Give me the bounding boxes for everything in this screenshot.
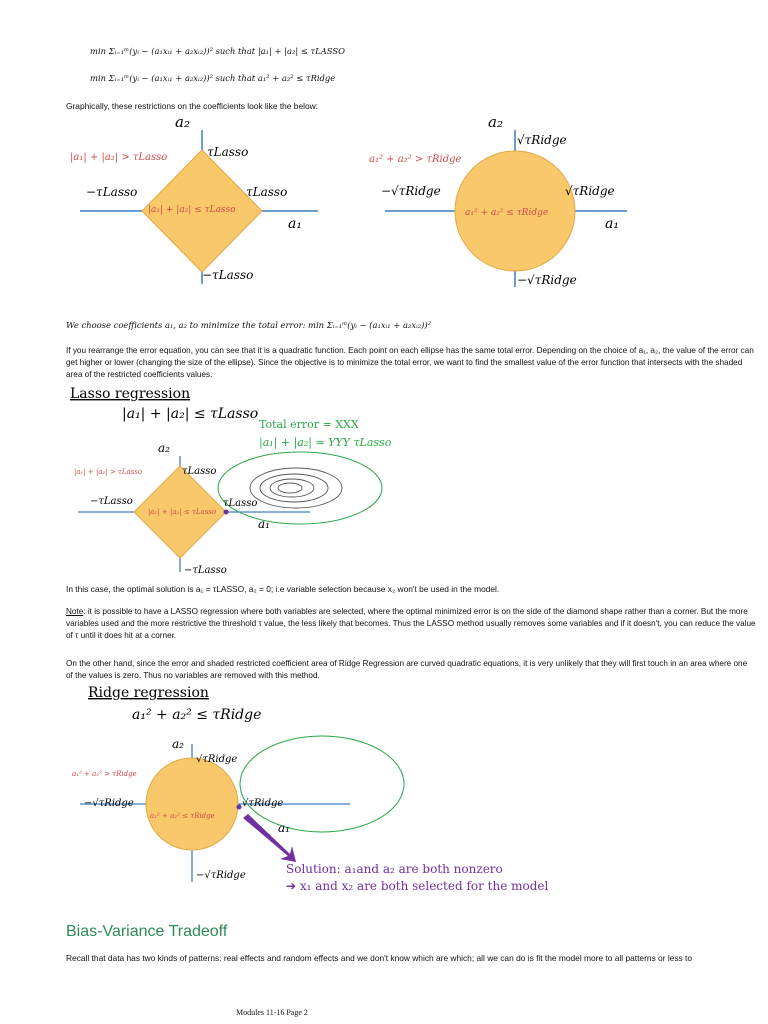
axis-a2-label: a₂ <box>172 737 184 751</box>
axis-a2-label: a₂ <box>488 113 503 131</box>
lasso-objective: min Σᵢ₌₁ᵐ(yᵢ − (a₁xᵢ₁ + a₂xᵢ₂))² such that |a₁| + |a₂| ≤ τLASSO <box>90 46 345 56</box>
tau-top-label: τLasso <box>182 466 217 477</box>
solution-line-2: ➔ x₁ and x₂ are both selected for the model <box>286 879 549 893</box>
ridge-constraint-figure <box>365 112 635 292</box>
ridge-regression-figure <box>60 684 560 904</box>
tau-bottom-label: −√τRidge <box>196 870 246 881</box>
tau-left-label: −√τRidge <box>381 184 441 198</box>
tau-left-label: −τLasso <box>86 185 138 199</box>
note-text: : it is possible to have a LASSO regression where both variables are selected, where the optimal minimized error is on the side of the diamond shape rather than a corner. But the more variables used and the more restrictive the threshold τ value, the less likely that becomes. Thus the LASSO method usually removes some variables and if it doesn't, you can reduce the value of τ until it does hit at a corner. <box>66 607 756 640</box>
tau-bottom-label: −τLasso <box>202 268 254 282</box>
outside-region-label: a₁² + a₂² > τRidge <box>369 154 462 165</box>
note-label: Note <box>66 607 84 616</box>
solution-line-1: Solution: a₁and a₂ are both nonzero <box>286 862 503 876</box>
note-paragraph <box>66 606 756 642</box>
outside-region-label: |a₁| + |a₂| > τLasso <box>70 152 168 163</box>
tau-top-label: τLasso <box>207 145 249 159</box>
tau-right-label: τLasso <box>246 185 288 199</box>
ridge-constraint-equation: a₁² + a₂² ≤ τRidge <box>132 707 262 723</box>
tau-left-label: −√τRidge <box>84 798 134 809</box>
lasso-regression-figure <box>60 384 400 580</box>
axis-a1-label: a₁ <box>288 216 302 232</box>
tau-right-label: √τRidge <box>242 798 284 809</box>
ridge-regression-title: Ridge regression <box>88 685 209 701</box>
axis-a1-label: a₁ <box>278 821 290 835</box>
yyy-label: |a₁| + |a₂| = YYY τLasso <box>259 436 392 449</box>
tau-top-label: √τRidge <box>517 133 567 147</box>
tau-right-label: τLasso <box>223 498 258 509</box>
inside-region-label: a₁² + a₂² ≤ τRidge <box>465 208 549 218</box>
tau-top-label: √τRidge <box>196 754 238 765</box>
lasso-solution-text: In this case, the optimal solution is a₁ = τLASSO, a₂ = 0; i.e variable selection because x₂ won't be used in the model. <box>66 584 500 594</box>
ridge-paragraph: On the other hand, since the error and shaded restricted coefficient area of Ridge Regression are curved quadratic equations, it is very unlikely that they will first touch in an area where one of the values is zero. Thus no variables are removed with this method. <box>66 659 748 680</box>
inside-region-label: |a₁| + |a₂| ≤ τLasso <box>148 205 236 215</box>
axis-a1-label: a₁ <box>605 216 619 232</box>
page-footer: Modules 11-16 Page 2 <box>236 1008 308 1017</box>
lasso-constraint-figure <box>60 112 330 287</box>
bias-variance-heading: Bias-Variance Tradeoff <box>66 923 228 940</box>
lasso-regression-title: Lasso regression <box>70 386 191 402</box>
tau-right-label: √τRidge <box>565 184 615 198</box>
recall-text: Recall that data has two kinds of patterns: real effects and random effects and we don't know which are which; all we can do is fit the model more to all patterns or less to <box>66 953 693 963</box>
axis-a2-label: a₂ <box>175 113 190 131</box>
tau-left-label: −τLasso <box>90 496 133 507</box>
tau-bottom-label: −√τRidge <box>517 273 577 287</box>
ridge-objective: min Σᵢ₌₁ᵐ(yᵢ − (a₁xᵢ₁ + a₂xᵢ₂))² such that a₁² + a₂² ≤ τRidge <box>90 73 336 83</box>
lasso-constraint-equation: |a₁| + |a₂| ≤ τLasso <box>122 406 259 422</box>
choose-coefficients-text: We choose coefficients a₁, a₂ to minimize the total error: min Σᵢ₌₁ᵐ(yᵢ − (a₁xᵢ₁ + a₂xᵢ₂))² <box>66 320 432 330</box>
axis-a1-label: a₁ <box>258 517 270 531</box>
inside-region-label: a₁² + a₂² ≤ τRidge <box>150 812 215 820</box>
quadratic-paragraph: If you rearrange the error equation, you can see that it is a quadratic function. Each point on each ellipse has the same total error. Depending on the choice of a₁, a₂, the value of the error can get higher or lower (changing the size of the ellipse). Since the objective is to minimize the total error, we want to find the smallest value of the error function that intersects with the shaded area of the restricted coefficients values. <box>66 346 754 379</box>
inside-region-label: |a₁| + |a₂| ≤ τLasso <box>148 508 217 516</box>
intro-text: Graphically, these restrictions on the coefficients look like the below: <box>66 101 318 111</box>
tau-bottom-label: −τLasso <box>184 565 227 576</box>
outside-region-label: |a₁| + |a₂| > τLasso <box>74 468 143 476</box>
total-error-label: Total error = XXX <box>259 418 359 431</box>
outside-region-label: a₁² + a₂² > τRidge <box>72 770 137 778</box>
axis-a2-label: a₂ <box>158 441 170 455</box>
